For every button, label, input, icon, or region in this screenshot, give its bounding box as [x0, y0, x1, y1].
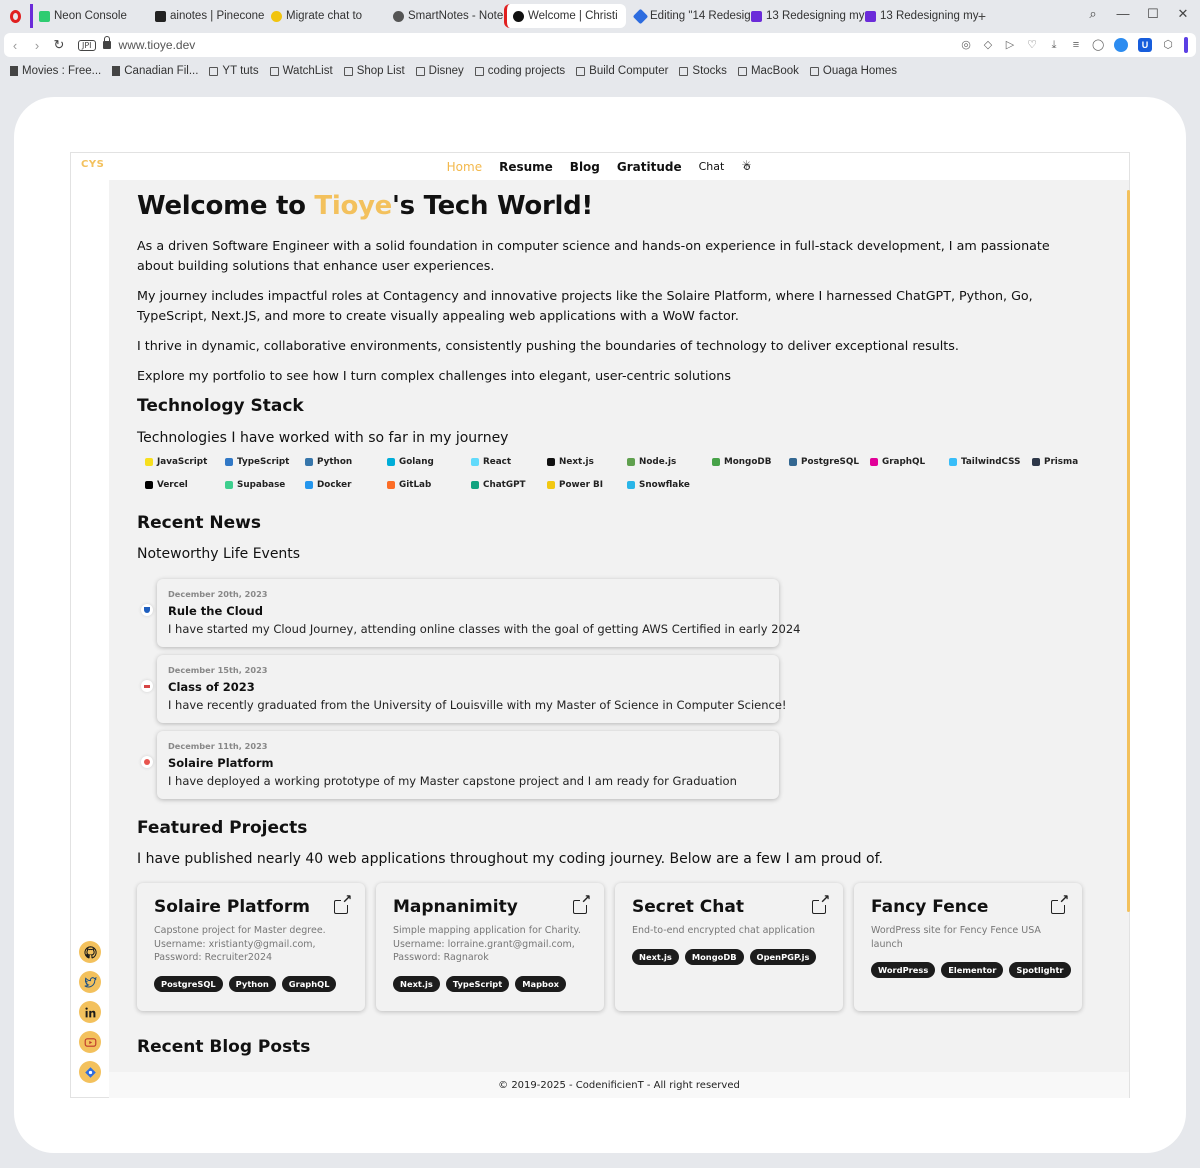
folder-icon — [738, 67, 747, 76]
node-js-icon — [627, 458, 635, 466]
bookmark-6[interactable] — [475, 65, 565, 77]
project-title: Solaire Platform — [154, 897, 310, 917]
project-card[interactable] — [137, 883, 365, 1011]
tech-label: Supabase — [237, 480, 286, 490]
project-tags — [393, 976, 587, 992]
shield-icon — [141, 604, 153, 616]
extensions-cube-icon[interactable]: ⬡ — [1163, 39, 1173, 51]
search-tabs-icon[interactable]: ⌕ — [1089, 6, 1097, 21]
project-card[interactable] — [615, 883, 843, 1011]
folder-icon — [416, 67, 425, 76]
bookmark-8[interactable] — [679, 65, 727, 77]
bookmark-label: Ouaga Homes — [822, 65, 898, 77]
tab-label: Migrate chat to — [286, 10, 363, 22]
tab-label: SmartNotes - Note — [408, 10, 504, 22]
event-date: December 11th, 2023 — [168, 741, 268, 751]
postgresql-icon — [789, 458, 797, 466]
tech-item-supabase — [225, 480, 285, 490]
tech-label: GitLab — [399, 480, 432, 490]
twitter-icon[interactable] — [79, 971, 101, 993]
tech-label: Power BI — [559, 480, 603, 490]
project-desc-line: End-to-end encrypted chat application — [632, 925, 816, 936]
tech-item-typescript — [225, 457, 289, 467]
linkedin-icon[interactable] — [79, 1001, 101, 1023]
site-logo[interactable]: CYS — [81, 159, 105, 170]
folder-icon — [810, 67, 819, 76]
event-description: I have deployed a working prototype of my Master capstone project and I am ready for Graduation — [168, 774, 737, 788]
tab-favicon-icon — [865, 11, 876, 22]
nav-gratitude[interactable]: Gratitude — [616, 159, 682, 174]
bookmark-label: MacBook — [750, 65, 799, 77]
power-bi-icon — [547, 481, 555, 489]
tab-1[interactable] — [146, 4, 265, 28]
tech-tag: Mapbox — [515, 976, 566, 992]
tab-favicon-icon — [393, 11, 404, 22]
supabase-icon — [225, 481, 233, 489]
tech-tag: Next.js — [632, 949, 679, 965]
footer-copyright: © 2019-2025 - CodenificienT - All right reserved — [498, 1079, 740, 1091]
tab-favicon-icon — [271, 11, 282, 22]
nav-blog[interactable]: Blog — [569, 159, 600, 174]
event-date: December 15th, 2023 — [168, 665, 268, 675]
back-icon[interactable]: ‹ — [12, 37, 18, 53]
project-tags — [154, 976, 348, 992]
project-desc-line: WordPress site for Fency Fence USA — [871, 925, 1041, 936]
tech-item-golang — [387, 457, 434, 467]
tech-item-next-js — [547, 457, 594, 467]
tab-4-active[interactable] — [504, 4, 626, 28]
sun-icon — [141, 756, 153, 768]
tab-favicon-icon — [513, 11, 524, 22]
heart-icon[interactable]: ♡ — [1027, 39, 1037, 51]
hero-prefix: Welcome to — [137, 191, 315, 221]
folder-icon — [679, 67, 688, 76]
profile-icon[interactable]: ◯ — [1092, 39, 1105, 51]
tech-item-node-js — [627, 457, 676, 467]
project-description — [393, 924, 587, 965]
tech-item-react — [471, 457, 511, 467]
folder-icon — [475, 67, 484, 76]
folder-icon — [344, 67, 353, 76]
project-title: Mapnanimity — [393, 897, 518, 917]
site-footer — [109, 1072, 1129, 1098]
tech-stack-heading: Technology Stack — [137, 396, 304, 416]
intro-paragraph: My journey includes impactful roles at Contagency and innovative projects like the Solaire Platform, where I harnessed ChatGPT, Python, Go, TypeScript, Next.JS, and more to create visually appealing web applications with a WoW factor. — [137, 288, 1033, 323]
site-badge[interactable]: JPI — [78, 40, 96, 51]
tech-item-chatgpt — [471, 480, 526, 490]
tech-tag: OpenPGP.js — [750, 949, 817, 965]
tech-item-javascript — [145, 457, 207, 467]
bookmark-label: Stocks — [692, 65, 727, 77]
folder-icon — [209, 67, 218, 76]
tech-item-gitlab — [387, 480, 431, 490]
tech-label: Golang — [399, 457, 434, 467]
new-tab-button[interactable]: + — [977, 8, 987, 24]
bookmark-label: Canadian Fil... — [124, 65, 199, 77]
project-desc-line: Password: Recruiter2024 — [154, 952, 273, 963]
extension-icon[interactable] — [1114, 38, 1128, 52]
address-bar — [4, 33, 1196, 57]
tech-label: Vercel — [157, 480, 188, 490]
project-desc-line: Username: lorraine.grant@gmail.com, — [393, 938, 575, 950]
tech-item-tailwindcss — [949, 457, 1020, 467]
tech-label: ChatGPT — [483, 480, 526, 490]
tab-favicon-icon — [155, 11, 166, 22]
opera-logo-icon[interactable] — [0, 0, 30, 32]
tech-item-vercel — [145, 480, 188, 490]
docker-icon — [305, 481, 313, 489]
project-desc-line: Password: Ragnarok — [393, 952, 489, 963]
tech-label: Node.js — [639, 457, 677, 467]
site-navbar — [71, 153, 1129, 180]
bookmark-label: Disney — [428, 65, 464, 77]
bookmark-7[interactable] — [576, 65, 668, 77]
event-date: December 20th, 2023 — [168, 589, 268, 599]
bookmark-2[interactable] — [209, 65, 258, 77]
tab-label: 13 Redesigning my — [880, 10, 979, 22]
snowflake-icon — [627, 481, 635, 489]
bookmark-label: WatchList — [282, 65, 333, 77]
tech-label: Docker — [317, 480, 352, 490]
chatgpt-icon — [471, 481, 479, 489]
browser-tab-strip — [0, 0, 1200, 32]
tech-tag: WordPress — [871, 962, 935, 978]
url-field[interactable]: www.tioye.dev — [118, 38, 196, 52]
news-event-card — [157, 655, 787, 723]
recent-news-subheading: Noteworthy Life Events — [137, 546, 301, 562]
tech-item-graphql — [870, 457, 925, 467]
tab-label: 13 Redesigning my — [766, 10, 865, 22]
external-link-icon[interactable] — [812, 900, 826, 914]
bookmark-label: Shop List — [356, 65, 405, 77]
typescript-icon — [225, 458, 233, 466]
tech-tag: TypeScript — [446, 976, 509, 992]
nav-chat[interactable]: Chat — [698, 160, 725, 173]
tech-item-prisma — [1032, 457, 1078, 467]
bookmark-5[interactable] — [416, 65, 464, 77]
tech-item-mongodb — [712, 457, 771, 467]
folder-icon — [576, 67, 585, 76]
project-tags — [632, 949, 826, 965]
python-icon — [305, 458, 313, 466]
tab-label: Welcome | Christi — [528, 10, 618, 22]
tech-item-docker — [305, 480, 351, 490]
maximize-icon[interactable]: ☐ — [1147, 6, 1159, 21]
project-desc-line: launch — [871, 938, 903, 950]
tech-tag: MongoDB — [685, 949, 744, 965]
bookmark-label: Build Computer — [589, 65, 669, 77]
graphql-icon — [870, 458, 878, 466]
bookmark-3[interactable] — [270, 65, 333, 77]
tech-item-snowflake — [627, 480, 690, 490]
external-link-icon[interactable] — [1051, 900, 1065, 914]
tab-3[interactable] — [384, 4, 504, 28]
tech-tag: Next.js — [393, 976, 440, 992]
mongodb-icon — [712, 458, 720, 466]
external-link-icon[interactable] — [573, 900, 587, 914]
project-description — [871, 924, 1065, 951]
tech-label: React — [483, 457, 512, 467]
tech-label: Prisma — [1044, 457, 1079, 467]
folder-icon — [270, 67, 279, 76]
tab-6[interactable] — [742, 4, 865, 28]
tech-item-python — [305, 457, 352, 467]
menu-icon[interactable]: ≡ — [1072, 39, 1080, 51]
gitlab-icon — [387, 481, 395, 489]
event-title: Rule the Cloud — [168, 604, 263, 618]
tech-tag: Python — [229, 976, 276, 992]
intro-paragraph: I thrive in dynamic, collaborative environments, consistently pushing the boundaries of technology to deliver exceptional results. — [137, 338, 959, 353]
tab-label: Editing "14 Redesig — [650, 10, 751, 22]
site-container — [70, 152, 1130, 1098]
tab-favicon-icon — [751, 11, 762, 22]
tech-label: MongoDB — [724, 457, 772, 467]
next-js-icon — [547, 458, 555, 466]
sidebar-indicator[interactable] — [1184, 37, 1188, 53]
bookmark-label: Movies : Free... — [22, 65, 102, 77]
tab-favicon-icon — [39, 11, 50, 22]
bookmark-9[interactable] — [738, 65, 799, 77]
tech-label: Next.js — [559, 457, 594, 467]
tech-tag: PostgreSQL — [154, 976, 223, 992]
prisma-icon — [1032, 458, 1040, 466]
vercel-icon — [145, 481, 153, 489]
tab-favicon-icon — [633, 8, 649, 24]
bookmark-0[interactable] — [10, 65, 101, 77]
minimize-icon[interactable]: — — [1116, 6, 1130, 21]
project-title: Secret Chat — [632, 897, 744, 917]
event-title: Solaire Platform — [168, 756, 274, 770]
theme-toggle-sun-icon[interactable] — [741, 161, 753, 173]
project-title: Fancy Fence — [871, 897, 989, 917]
featured-projects-subheading: I have published nearly 40 web applications throughout my coding journey. Below are a few I am proud of. — [137, 851, 883, 867]
play-icon[interactable]: ▷ — [1005, 39, 1015, 51]
hero-suffix: 's Tech World! — [392, 191, 593, 221]
page-icon — [112, 66, 120, 76]
tech-item-power-bi — [547, 480, 603, 490]
hero-name: Tioye — [314, 191, 392, 221]
tech-stack-subheading: Technologies I have worked with so far in my journey — [137, 430, 509, 446]
tab-7[interactable] — [856, 4, 979, 28]
social-rail — [71, 180, 109, 1097]
project-description — [632, 924, 826, 938]
news-event-card — [157, 731, 779, 799]
tech-tag: Spotlightr — [1009, 962, 1070, 978]
project-tags — [871, 962, 1065, 978]
camera-icon[interactable]: ◎ — [961, 39, 971, 51]
reload-icon[interactable]: ↻ — [53, 37, 65, 52]
event-description: I have recently graduated from the University of Louisville with my Master of Science in Computer Science! — [168, 698, 787, 712]
github-icon[interactable] — [79, 941, 101, 963]
project-card[interactable] — [854, 883, 1082, 1011]
tech-label: TailwindCSS — [961, 457, 1021, 467]
tailwindcss-icon — [949, 458, 957, 466]
project-desc-line: Capstone project for Master degree. — [154, 925, 326, 936]
tech-label: JavaScript — [157, 457, 208, 467]
bookmark-label: coding projects — [487, 65, 566, 77]
tab-label: Neon Console — [54, 10, 127, 22]
hero-heading — [137, 191, 593, 221]
bitwarden-icon[interactable]: U — [1138, 38, 1152, 52]
project-desc-line: Simple mapping application for Charity. — [393, 925, 581, 936]
tech-label: Snowflake — [639, 480, 690, 490]
intro-paragraph: As a driven Software Engineer with a solid foundation in computer science and hands-on experience in full-stack development, I am passionate about building solutions that enhance user experiences. — [137, 238, 1050, 273]
close-icon[interactable]: ✕ — [1177, 6, 1189, 21]
tech-item-postgresql — [789, 457, 859, 467]
page-icon — [10, 66, 18, 76]
youtube-icon[interactable] — [79, 1031, 101, 1053]
nav-resume[interactable]: Resume — [499, 159, 553, 174]
tab-5[interactable] — [626, 4, 751, 28]
bookmark-4[interactable] — [344, 65, 405, 77]
event-title: Class of 2023 — [168, 680, 255, 694]
external-link-icon[interactable] — [334, 900, 348, 914]
shield-icon[interactable]: ◇ — [983, 39, 993, 51]
project-description — [154, 924, 348, 965]
tech-label: TypeScript — [237, 457, 290, 467]
react-icon — [471, 458, 479, 466]
intro-paragraph: Explore my portfolio to see how I turn complex challenges into elegant, user-centric solutions — [137, 368, 731, 383]
tab-label: ainotes | Pinecone — [170, 10, 265, 22]
javascript-icon — [145, 458, 153, 466]
download-icon[interactable]: ⤓ — [1051, 39, 1057, 51]
portfolio-icon[interactable] — [79, 1061, 101, 1083]
forward-icon[interactable]: › — [34, 37, 40, 53]
news-event-card — [157, 579, 801, 647]
tech-tag: Elementor — [941, 962, 1003, 978]
tech-label: GraphQL — [882, 457, 926, 467]
bookmark-label: YT tuts — [222, 65, 259, 77]
recent-blog-posts-heading: Recent Blog Posts — [137, 1037, 311, 1057]
tech-label: Python — [317, 457, 353, 467]
graduation-cap-icon — [141, 680, 153, 692]
scroll-indicator[interactable] — [1127, 190, 1130, 912]
tab-2[interactable] — [262, 4, 384, 28]
golang-icon — [387, 458, 395, 466]
tech-label: PostgreSQL — [801, 457, 859, 467]
bookmark-10[interactable] — [810, 65, 897, 77]
bookmarks-bar — [4, 60, 1196, 82]
tab-0[interactable] — [30, 4, 146, 28]
tech-tag: GraphQL — [282, 976, 337, 992]
nav-home[interactable]: Home — [446, 159, 483, 174]
bookmark-1[interactable] — [112, 65, 198, 77]
featured-projects-heading: Featured Projects — [137, 818, 308, 838]
project-card[interactable] — [376, 883, 604, 1011]
recent-news-heading: Recent News — [137, 513, 261, 533]
lock-icon[interactable] — [103, 41, 111, 49]
project-desc-line: Username: xristianty@gmail.com, — [154, 938, 316, 950]
event-description: I have started my Cloud Journey, attending online classes with the goal of getting AWS Certified in early 2024 — [168, 622, 801, 636]
